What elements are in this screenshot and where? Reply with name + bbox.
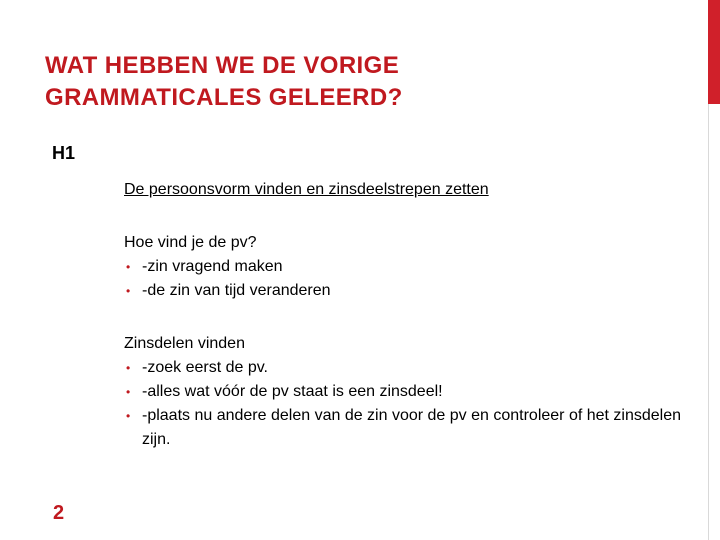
bullet-icon: • — [126, 409, 131, 423]
title-line-1: WAT HEBBEN WE DE VORIGE — [45, 52, 400, 79]
bullet-icon: • — [126, 361, 131, 375]
title-line-2: GRAMMATICALES GELEERD? — [45, 84, 403, 111]
bullet-icon: • — [126, 260, 131, 274]
list-item-text: -alles wat vóór de pv staat is een zinsdeel! — [142, 383, 443, 400]
bullet-icon: • — [126, 385, 131, 399]
subtitle: De persoonsvorm vinden en zinsdeelstrepen zetten — [124, 181, 489, 198]
bullet-icon: • — [126, 284, 131, 298]
slide-content — [124, 178, 684, 452]
list-item — [124, 279, 684, 303]
right-divider — [708, 104, 709, 540]
list-item — [124, 255, 684, 279]
list-item — [124, 404, 684, 452]
block2-list — [124, 356, 684, 452]
page-number: 2 — [53, 502, 65, 524]
list-item-text: -plaats nu andere delen van de zin voor de pv en controleer of het zinsdelen zijn. — [142, 407, 682, 448]
section-label: H1 — [52, 143, 76, 163]
list-item-text: -zin vragend maken — [142, 258, 283, 275]
block1-list — [124, 255, 684, 303]
list-item-text: -de zin van tijd veranderen — [142, 282, 331, 299]
slide-title — [45, 50, 685, 114]
list-item — [124, 356, 684, 380]
block2-heading: Zinsdelen vinden — [124, 335, 245, 352]
accent-bar — [708, 0, 720, 104]
block1-heading: Hoe vind je de pv? — [124, 234, 257, 251]
list-item-text: -zoek eerst de pv. — [142, 359, 268, 376]
list-item — [124, 380, 684, 404]
